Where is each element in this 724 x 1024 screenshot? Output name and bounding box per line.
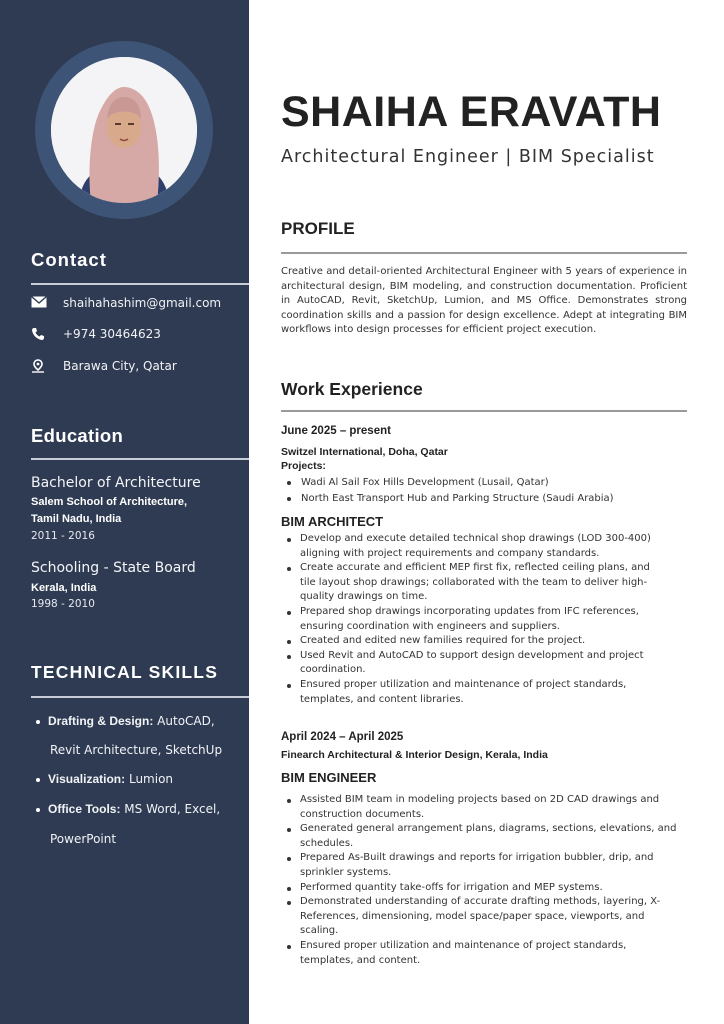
skill-label: Drafting & Design: (48, 714, 154, 728)
skill-drafting-cont: Revit Architecture, SketchUp (50, 743, 223, 757)
education-degree-2: Schooling - State Board (31, 560, 196, 576)
job-2-date: April 2024 – April 2025 (281, 731, 404, 743)
list-item: Develop and execute detailed technical shop drawings (LOD 300-400) aligning with project requirements and company standards. (286, 532, 666, 561)
education-years-1: 2011 - 2016 (31, 530, 95, 542)
job-1-date: June 2025 – present (281, 425, 391, 437)
email-text: shaihahashim@gmail.com (63, 296, 222, 310)
job-2-company: Finearch Architectural & Interior Design, Kerala, India (281, 749, 548, 761)
bullet-icon (36, 720, 40, 724)
education-degree-1: Bachelor of Architecture (31, 475, 201, 491)
skill-visualization (36, 772, 173, 786)
skill-label: Visualization: (48, 772, 126, 786)
avatar (51, 57, 197, 203)
phone-text: +974 30464623 (63, 327, 161, 341)
list-item: Created and edited new families required for the project. (286, 634, 666, 649)
candidate-title: Architectural Engineer | BIM Specialist (281, 147, 655, 167)
education-divider (31, 458, 249, 460)
list-item: Wadi Al Sail Fox Hills Development (Lusail, Qatar) (286, 475, 686, 491)
education-heading: Education (31, 425, 124, 446)
contact-email[interactable] (31, 296, 221, 310)
education-institution-1-line2: Tamil Nadu, India (31, 513, 122, 525)
sidebar (0, 0, 249, 1024)
profile-photo-frame (35, 41, 213, 219)
job-1-company: Switzel International, Doha, Qatar (281, 446, 448, 458)
experience-heading: Work Experience (281, 379, 423, 399)
list-item: Prepared As-Built drawings and reports for irrigation bubbler, drip, and sprinkler systems. (286, 851, 680, 880)
profile-heading: PROFILE (281, 219, 355, 238)
list-item: Generated general arrangement plans, diagrams, sections, elevations, and schedules. (286, 822, 680, 851)
bullet-icon (36, 808, 40, 812)
skill-label: Office Tools: (48, 802, 121, 816)
skill-drafting (36, 714, 215, 728)
profile-text: Creative and detail-oriented Architectural Engineer with 5 years of experience in architectural design, BIM modeling, and construction documentation. Proficient in AutoCAD, Revit, SketchUp, Lumion, and MS Office. Demonstrates strong coordination skills and a passion for design excellence. Adept at integrating BIM workflows into design processes for efficient project execution. (281, 266, 687, 336)
skills-heading: TECHNICAL SKILLS (31, 662, 219, 682)
contact-heading: Contact (31, 249, 107, 270)
education-institution-1-line1: Salem School of Architecture, (31, 496, 188, 508)
job-1-projects (286, 475, 686, 506)
list-item: North East Transport Hub and Parking Structure (Saudi Arabia) (286, 491, 686, 507)
bullet-icon (36, 778, 40, 782)
candidate-name: SHAIHA ERAVATH (281, 88, 662, 136)
list-item: Performed quantity take-offs for irrigation and MEP systems. (286, 881, 680, 896)
list-item: Ensured proper utilization and maintenance of project standards, templates, and content. (286, 939, 680, 968)
list-item: Assisted BIM team in modeling projects based on 2D CAD drawings and construction documents. (286, 793, 680, 822)
job-1-role: BIM ARCHITECT (281, 514, 384, 529)
experience-divider (281, 410, 687, 412)
location-text: Barawa City, Qatar (63, 359, 177, 373)
job-2-duties (286, 793, 680, 968)
list-item: Ensured proper utilization and maintenance of project standards, templates, and content libraries. (286, 678, 666, 707)
education-institution-1 (31, 494, 187, 528)
education-institution-2: Kerala, India (31, 582, 97, 594)
contact-location (31, 359, 177, 373)
phone-icon (31, 327, 49, 341)
skill-office-cont: PowerPoint (50, 832, 117, 846)
list-item: Used Revit and AutoCAD to support design development and project coordination. (286, 649, 666, 678)
skills-divider (31, 696, 249, 698)
job-2-role: BIM ENGINEER (281, 770, 377, 785)
skill-office (36, 802, 220, 816)
education-years-2: 1998 - 2010 (31, 598, 95, 610)
profile-photo (51, 57, 197, 203)
location-pin-icon (31, 359, 49, 373)
contact-phone[interactable] (31, 327, 161, 341)
job-1-duties (286, 532, 666, 707)
profile-divider (281, 252, 687, 254)
skill-value: Lumion (128, 772, 174, 786)
list-item: Prepared shop drawings incorporating updates from IFC references, ensuring coordination with engineers and suppliers. (286, 605, 666, 634)
contact-divider (31, 283, 249, 285)
skill-value: AutoCAD, (157, 714, 215, 728)
list-item: Create accurate and efficient MEP first fix, reflected ceiling plans, and tile layout shop drawings; collaborated with the team to deliver high-quality drawings on time. (286, 561, 666, 605)
job-1-projects-label: Projects: (281, 460, 326, 472)
list-item: Demonstrated understanding of accurate drafting methods, layering, X-References, dimensioning, model space/paper space, viewports, and scaling. (286, 895, 680, 939)
envelope-icon (31, 296, 49, 310)
skill-value: MS Word, Excel, (124, 802, 221, 816)
